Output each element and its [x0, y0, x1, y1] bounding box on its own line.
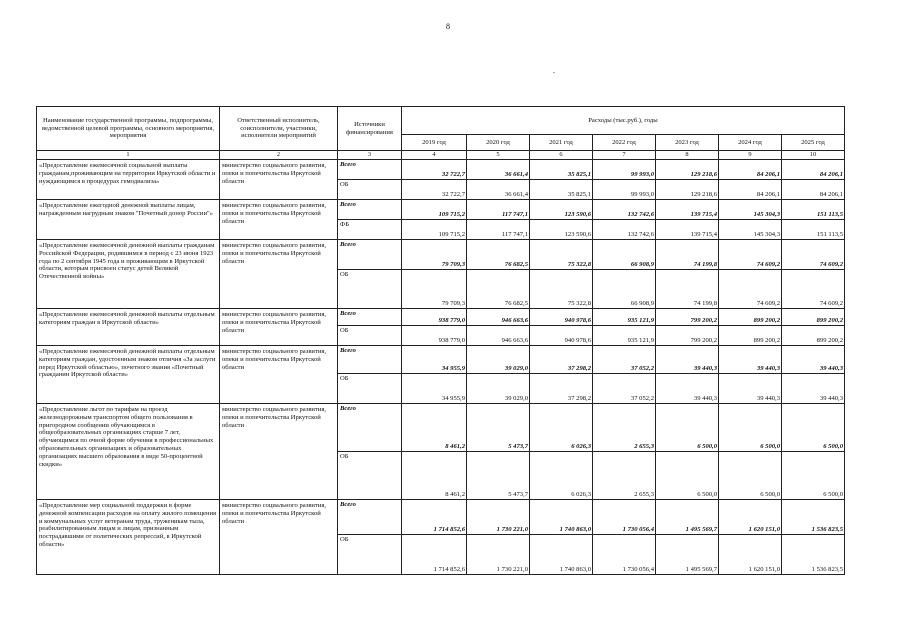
source-value: 84 206,1	[719, 179, 782, 199]
source-value: 37 052,2	[593, 373, 656, 403]
header-executor: Ответственный исполнитель, соисполнители, участники, исполнители мероприятий	[220, 107, 338, 151]
source-label-total: Всего	[338, 403, 402, 451]
total-value: 6 026,3	[530, 403, 593, 451]
executor: министерство социального развития, опеки и попечительства Иркутской области	[220, 199, 338, 239]
executor: министерство социального развития, опеки и попечительства Иркутской области	[220, 499, 338, 574]
source-value: 34 955,9	[402, 373, 467, 403]
total-value: 1 730 056,4	[593, 499, 656, 534]
source-value: 6 026,3	[530, 451, 593, 499]
source-value: 36 661,4	[467, 179, 530, 199]
total-value: 1 495 569,7	[656, 499, 719, 534]
column-number: 9	[719, 151, 782, 160]
source-value: 35 825,1	[530, 179, 593, 199]
total-value: 99 993,0	[593, 159, 656, 179]
source-value: 799 200,2	[656, 325, 719, 345]
source-value: 8 461,2	[402, 451, 467, 499]
total-value: 109 715,2	[402, 199, 467, 219]
stray-mark: .	[553, 66, 555, 75]
header-sources: Источники финансирования	[338, 107, 402, 151]
total-value: 37 052,2	[593, 345, 656, 373]
total-value: 6 500,0	[656, 403, 719, 451]
total-value: 32 722,7	[402, 159, 467, 179]
executor: министерство социального развития, опеки и попечительства Иркутской области	[220, 345, 338, 403]
source-value: 109 715,2	[402, 219, 467, 239]
table-row	[37, 159, 845, 179]
source-value: 129 218,6	[656, 179, 719, 199]
program-name: «Предоставление ежегодной денежной выплаты лицам, награжденным нагрудным знаком "Почетный донор России"»	[37, 199, 220, 239]
source-value: 79 709,3	[402, 269, 467, 308]
total-value: 799 200,2	[656, 308, 719, 325]
total-value: 39 440,3	[719, 345, 782, 373]
total-value: 1 620 151,0	[719, 499, 782, 534]
total-value: 899 200,2	[782, 308, 845, 325]
source-value: 74 199,8	[656, 269, 719, 308]
program-name: «Предоставление ежемесячной денежной выплаты гражданам Российской Федерации, родившимся в период с 23 июня 1923 года по 2 сентября 1945 года и проживающим в Иркутской области, которым присвоен статус детей Великой Отечественной войны»	[37, 239, 220, 308]
total-value: 2 655,3	[593, 403, 656, 451]
total-value: 145 304,3	[719, 199, 782, 219]
column-number: 6	[530, 151, 593, 160]
source-value: 32 722,7	[402, 179, 467, 199]
source-value: 39 440,3	[782, 373, 845, 403]
source-value: 6 500,0	[719, 451, 782, 499]
total-value: 1 714 852,6	[402, 499, 467, 534]
column-number: 7	[593, 151, 656, 160]
source-value: 1 730 056,4	[593, 534, 656, 574]
program-name: «Предоставление ежемесячной социальной выплаты гражданам,проживающим на территории Иркутской области и нуждающимся в процедурах гемодиализа»	[37, 159, 220, 199]
source-label-total: Всего	[338, 199, 402, 219]
total-value: 36 661,4	[467, 159, 530, 179]
total-value: 34 955,9	[402, 345, 467, 373]
total-value: 74 609,2	[719, 239, 782, 269]
total-value: 84 206,1	[719, 159, 782, 179]
total-value: 938 779,0	[402, 308, 467, 325]
total-value: 84 206,1	[782, 159, 845, 179]
total-value: 899 200,2	[719, 308, 782, 325]
source-label: ОБ	[338, 534, 402, 574]
total-value: 74 199,8	[656, 239, 719, 269]
source-label-total: Всего	[338, 239, 402, 269]
table-row	[37, 308, 845, 325]
source-value: 75 322,8	[530, 269, 593, 308]
source-value: 6 500,0	[656, 451, 719, 499]
source-value: 1 730 221,0	[467, 534, 530, 574]
header-expenses: Расходы (тыс.руб.), годы	[402, 107, 845, 135]
source-label-total: Всего	[338, 345, 402, 373]
table-row	[37, 199, 845, 219]
header-year: 2021 год	[530, 135, 593, 151]
source-value: 66 908,9	[593, 269, 656, 308]
source-value: 1 620 151,0	[719, 534, 782, 574]
table-row	[37, 499, 845, 534]
source-label-total: Всего	[338, 159, 402, 179]
total-value: 79 709,3	[402, 239, 467, 269]
source-label: ОБ	[338, 269, 402, 308]
total-value: 35 825,1	[530, 159, 593, 179]
table-row	[37, 403, 845, 451]
total-value: 139 715,4	[656, 199, 719, 219]
source-value: 946 663,6	[467, 325, 530, 345]
header-year: 2020 год	[467, 135, 530, 151]
source-value: 37 298,2	[530, 373, 593, 403]
total-value: 6 500,0	[782, 403, 845, 451]
total-value: 1 730 221,0	[467, 499, 530, 534]
column-number: 8	[656, 151, 719, 160]
header-year: 2025 год	[782, 135, 845, 151]
source-value: 2 655,3	[593, 451, 656, 499]
total-value: 75 322,8	[530, 239, 593, 269]
source-label-total: Всего	[338, 499, 402, 534]
total-value: 132 742,6	[593, 199, 656, 219]
source-value: 84 206,1	[782, 179, 845, 199]
header-program-name: Наименование государственной программы, подпрограммы, ведомственной целевой программы, основного мероприятия, мероприятия	[37, 107, 220, 151]
source-label: ОБ	[338, 325, 402, 345]
source-value: 5 473,7	[467, 451, 530, 499]
source-label: ФБ	[338, 219, 402, 239]
source-value: 935 121,9	[593, 325, 656, 345]
program-name: «Предоставление ежемесячной денежной выплаты отдельным категориям граждан, удостоенным знаком отличия «За заслуги перед Иркутской областью», почетного звания «Почетный гражданин Иркутской области»	[37, 345, 220, 403]
source-value: 1 495 569,7	[656, 534, 719, 574]
program-name: «Предоставление ежемесячной денежной выплаты отдельным категориям граждан в Иркутской области»	[37, 308, 220, 345]
header-year: 2019 год	[402, 135, 467, 151]
total-value: 39 440,3	[656, 345, 719, 373]
source-value: 117 747,1	[467, 219, 530, 239]
executor: министерство социального развития, опеки и попечительства Иркутской области	[220, 308, 338, 345]
total-value: 946 663,6	[467, 308, 530, 325]
total-value: 1 536 823,5	[782, 499, 845, 534]
total-value: 6 500,0	[719, 403, 782, 451]
total-value: 117 747,1	[467, 199, 530, 219]
source-value: 74 609,2	[719, 269, 782, 308]
column-number: 2	[220, 151, 338, 160]
source-value: 39 440,3	[719, 373, 782, 403]
total-value: 5 473,7	[467, 403, 530, 451]
header-year: 2022 год	[593, 135, 656, 151]
executor: министерство социального развития, опеки и попечительства Иркутской области	[220, 239, 338, 308]
column-number: 3	[338, 151, 402, 160]
total-value: 123 590,6	[530, 199, 593, 219]
total-value: 151 113,5	[782, 199, 845, 219]
total-value: 66 908,9	[593, 239, 656, 269]
program-name: «Предоставление мер социальной поддержки в форме денежной компенсации расходов на оплату жилого помещения и коммунальных услуг ветеранам труда, труженикам тыла, реабилитированным лицам и лицам, признанным пострадавшими от политических репрессий, в Иркутской области»	[37, 499, 220, 574]
total-value: 935 121,9	[593, 308, 656, 325]
source-value: 74 609,2	[782, 269, 845, 308]
header-year: 2024 год	[719, 135, 782, 151]
source-value: 6 500,0	[782, 451, 845, 499]
source-value: 899 200,2	[719, 325, 782, 345]
source-label: ОБ	[338, 373, 402, 403]
column-number: 5	[467, 151, 530, 160]
program-name: «Предоставление льгот по тарифам на проезд железнодорожным транспортом общего пользования в пригородном сообщении обучающимся в общеобразовательных организациях старше 7 лет, обучающимся по очной форме обучения в профессиональных образовательных организациях и образовательных организациях высшего образования в виде 50-процентной скидки»	[37, 403, 220, 499]
source-value: 145 304,3	[719, 219, 782, 239]
header-year: 2023 год	[656, 135, 719, 151]
column-number: 4	[402, 151, 467, 160]
column-number: 1	[37, 151, 220, 160]
total-value: 1 740 863,0	[530, 499, 593, 534]
source-label-total: Всего	[338, 308, 402, 325]
source-value: 151 113,5	[782, 219, 845, 239]
total-value: 940 978,6	[530, 308, 593, 325]
table-row	[37, 345, 845, 373]
executor: министерство социального развития, опеки и попечительства Иркутской области	[220, 159, 338, 199]
source-value: 940 978,6	[530, 325, 593, 345]
table-row	[37, 239, 845, 269]
source-value: 76 682,5	[467, 269, 530, 308]
source-value: 123 590,6	[530, 219, 593, 239]
source-value: 1 740 863,0	[530, 534, 593, 574]
source-value: 1 536 823,5	[782, 534, 845, 574]
column-number: 10	[782, 151, 845, 160]
executor: министерство социального развития, опеки и попечительства Иркутской области	[220, 403, 338, 499]
total-value: 39 029,0	[467, 345, 530, 373]
source-value: 1 714 852,6	[402, 534, 467, 574]
source-value: 39 029,0	[467, 373, 530, 403]
source-value: 99 993,0	[593, 179, 656, 199]
source-value: 139 715,4	[656, 219, 719, 239]
total-value: 74 609,2	[782, 239, 845, 269]
source-value: 899 200,2	[782, 325, 845, 345]
source-label: ОБ	[338, 451, 402, 499]
expenses-table	[36, 106, 845, 575]
source-value: 132 742,6	[593, 219, 656, 239]
total-value: 129 218,6	[656, 159, 719, 179]
total-value: 37 298,2	[530, 345, 593, 373]
source-value: 39 440,3	[656, 373, 719, 403]
source-label: ОБ	[338, 179, 402, 199]
source-value: 938 779,0	[402, 325, 467, 345]
total-value: 76 682,5	[467, 239, 530, 269]
total-value: 8 461,2	[402, 403, 467, 451]
total-value: 39 440,3	[782, 345, 845, 373]
page-number: 8	[446, 22, 450, 31]
